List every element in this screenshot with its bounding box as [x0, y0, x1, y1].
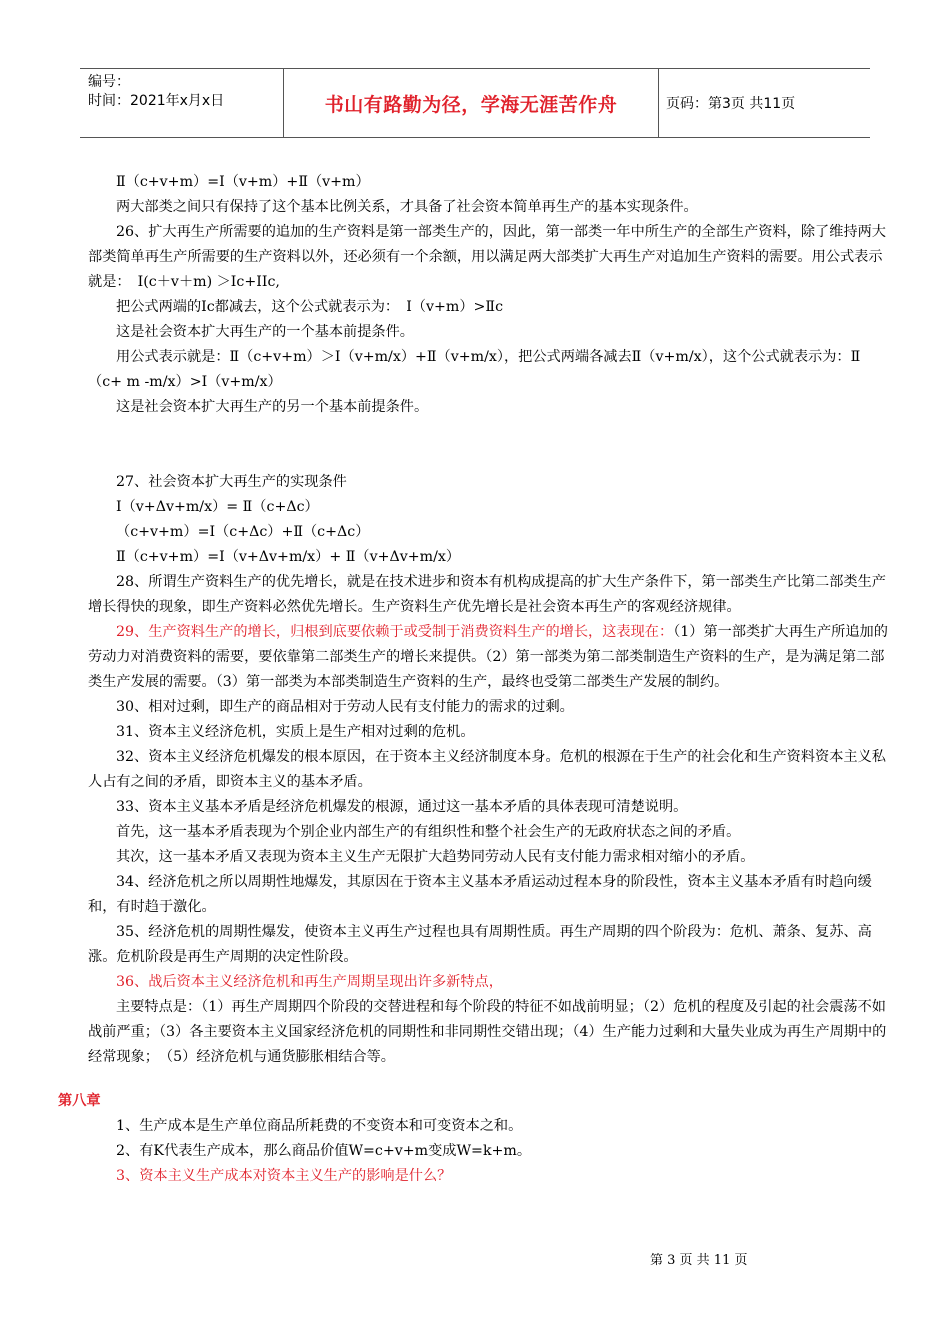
highlighted-paragraph: 36、战后资本主义经济危机和再生产周期呈现出许多新特点，	[116, 974, 503, 990]
header-motto-cell	[283, 69, 659, 137]
header-meta	[80, 69, 283, 137]
paragraph: 28、所谓生产资料生产的优先增长，就是在技术进步和资本有机构成提高的扩大生产条件下，第一部类生产比第二部类生产增长得快的现象，即生产资料必然优先增长。生产资料生产优先增长是社会资本再生产的客观经济规律。	[88, 574, 886, 615]
highlighted-text: 29、生产资料生产的增长，归根到底要依赖于或受制于消费资料生产的增长，这表现在：	[116, 624, 674, 640]
paragraph-text: （1）第一部类扩大再生产所追加的劳动力对消费资料的需要，要依靠第二部类生产的增长来提供。（2）第一部类为第二部类制造生产资料的生产，是为满足第二部类生产发展的需要。（3）第一部类为本部类制造生产资料的生产，最终也受第二部类生产发展的制约。	[88, 624, 888, 690]
paragraph: 用公式表示就是：Ⅱ（c+v+m）＞Ⅰ（v+m/x）+Ⅱ（v+m/x），把公式两端各减去Ⅱ（v+m/x），这个公式就表示为：Ⅱ（c+ m -m/x）>Ⅰ（v+m/x）	[88, 349, 861, 390]
formula-line: （c+v+m）=Ⅰ（c+Δc）+Ⅱ（c+Δc）	[116, 524, 370, 540]
paragraph: 35、经济危机的周期性爆发，使资本主义再生产过程也具有周期性质。再生产周期的四个阶段为：危机、萧条、复苏、高涨。危机阶段是再生产周期的决定性阶段。	[88, 924, 872, 965]
formula-line: Ⅱ（c+v+m）=Ⅰ（v+m）+Ⅱ（v+m）	[116, 174, 370, 190]
paragraph: 30、相对过剩，即生产的商品相对于劳动人民有支付能力的需求的过剩。	[116, 699, 574, 715]
header-page-info: 页码：第3页 共11页	[666, 96, 796, 112]
document-body	[58, 170, 894, 1189]
paragraph: 33、资本主义基本矛盾是经济危机爆发的根源，通过这一基本矛盾的具体表现可清楚说明。	[116, 799, 688, 815]
paragraph: 主要特点是：（1）再生产周期四个阶段的交替进程和每个阶段的特征不如战前明显；（2）危机的程度及引起的社会震荡不如战前严重；（3）各主要资本主义国家经济危机的同期性和非同期性交错出现；（4）生产能力过剩和大量失业成为再生产周期中的经常现象； （5）经济危机与通货膨胀相结合等。	[88, 999, 887, 1065]
paragraph: 31、资本主义经济危机，实质上是生产相对过剩的危机。	[116, 724, 475, 740]
time-label: 时间：2021年x月x日	[88, 93, 225, 109]
page-footer: 第 3 页 共 11 页	[650, 1253, 748, 1268]
paragraph: 首先，这一基本矛盾表现为个别企业内部生产的有组织性和整个社会生产的无政府状态之间的矛盾。	[116, 824, 741, 840]
paragraph: 1、生产成本是生产单位商品所耗费的不变资本和可变资本之和。	[116, 1118, 523, 1134]
formula-line: Ⅱ（c+v+m）=Ⅰ（v+Δv+m/x）+ Ⅱ（v+Δv+m/x）	[116, 549, 461, 565]
chapter-heading: 第八章	[58, 1093, 101, 1109]
paragraph: 这是社会资本扩大再生产的另一个基本前提条件。	[116, 399, 429, 415]
paragraph: 34、经济危机之所以周期性地爆发，其原因在于资本主义基本矛盾运动过程本身的阶段性，资本主义基本矛盾有时趋向缓和，有时趋于激化。	[88, 874, 872, 915]
number-label: 编号：	[88, 74, 130, 90]
paragraph: 两大部类之间只有保持了这个基本比例关系，才具备了社会资本简单再生产的基本实现条件。	[116, 199, 698, 215]
paragraph: 2、有K代表生产成本，那么商品价值W=c+v+m变成W=k+m。	[116, 1143, 532, 1159]
paragraph: 把公式两端的Ic都减去，这个公式就表示为： Ⅰ（v+m）>Ⅱc	[116, 299, 504, 315]
paragraph: 这是社会资本扩大再生产的一个基本前提条件。	[116, 324, 414, 340]
paragraph	[88, 620, 894, 695]
paragraph: 27、社会资本扩大再生产的实现条件	[116, 474, 347, 490]
page-header	[80, 68, 870, 138]
highlighted-paragraph: 3、资本主义生产成本对资本主义生产的影响是什么？	[116, 1168, 452, 1184]
header-motto: 书山有路勤为径，学海无涯苦作舟	[324, 93, 618, 116]
paragraph: 32、资本主义经济危机爆发的根本原因，在于资本主义经济制度本身。危机的根源在于生产的社会化和生产资料资本主义私人占有之间的矛盾，即资本主义的基本矛盾。	[88, 749, 886, 790]
spacer	[88, 420, 894, 470]
formula-line: Ⅰ（v+Δv+m/x）= Ⅱ（c+Δc）	[116, 499, 319, 515]
paragraph: 其次，这一基本矛盾又表现为资本主义生产无限扩大趋势同劳动人民有支付能力需求相对缩小的矛盾。	[116, 849, 755, 865]
paragraph: 26、扩大再生产所需要的追加的生产资料是第一部类生产的，因此，第一部类一年中所生产的全部生产资料，除了维持两大部类简单再生产所需要的生产资料以外，还必须有一个余额，用以满足两大部类扩大再生产对追加生产资料的需要。用公式表示就是： Ⅰ(c＋v＋m) ＞Ic+IIc,	[88, 224, 886, 290]
spacer	[88, 1070, 894, 1089]
